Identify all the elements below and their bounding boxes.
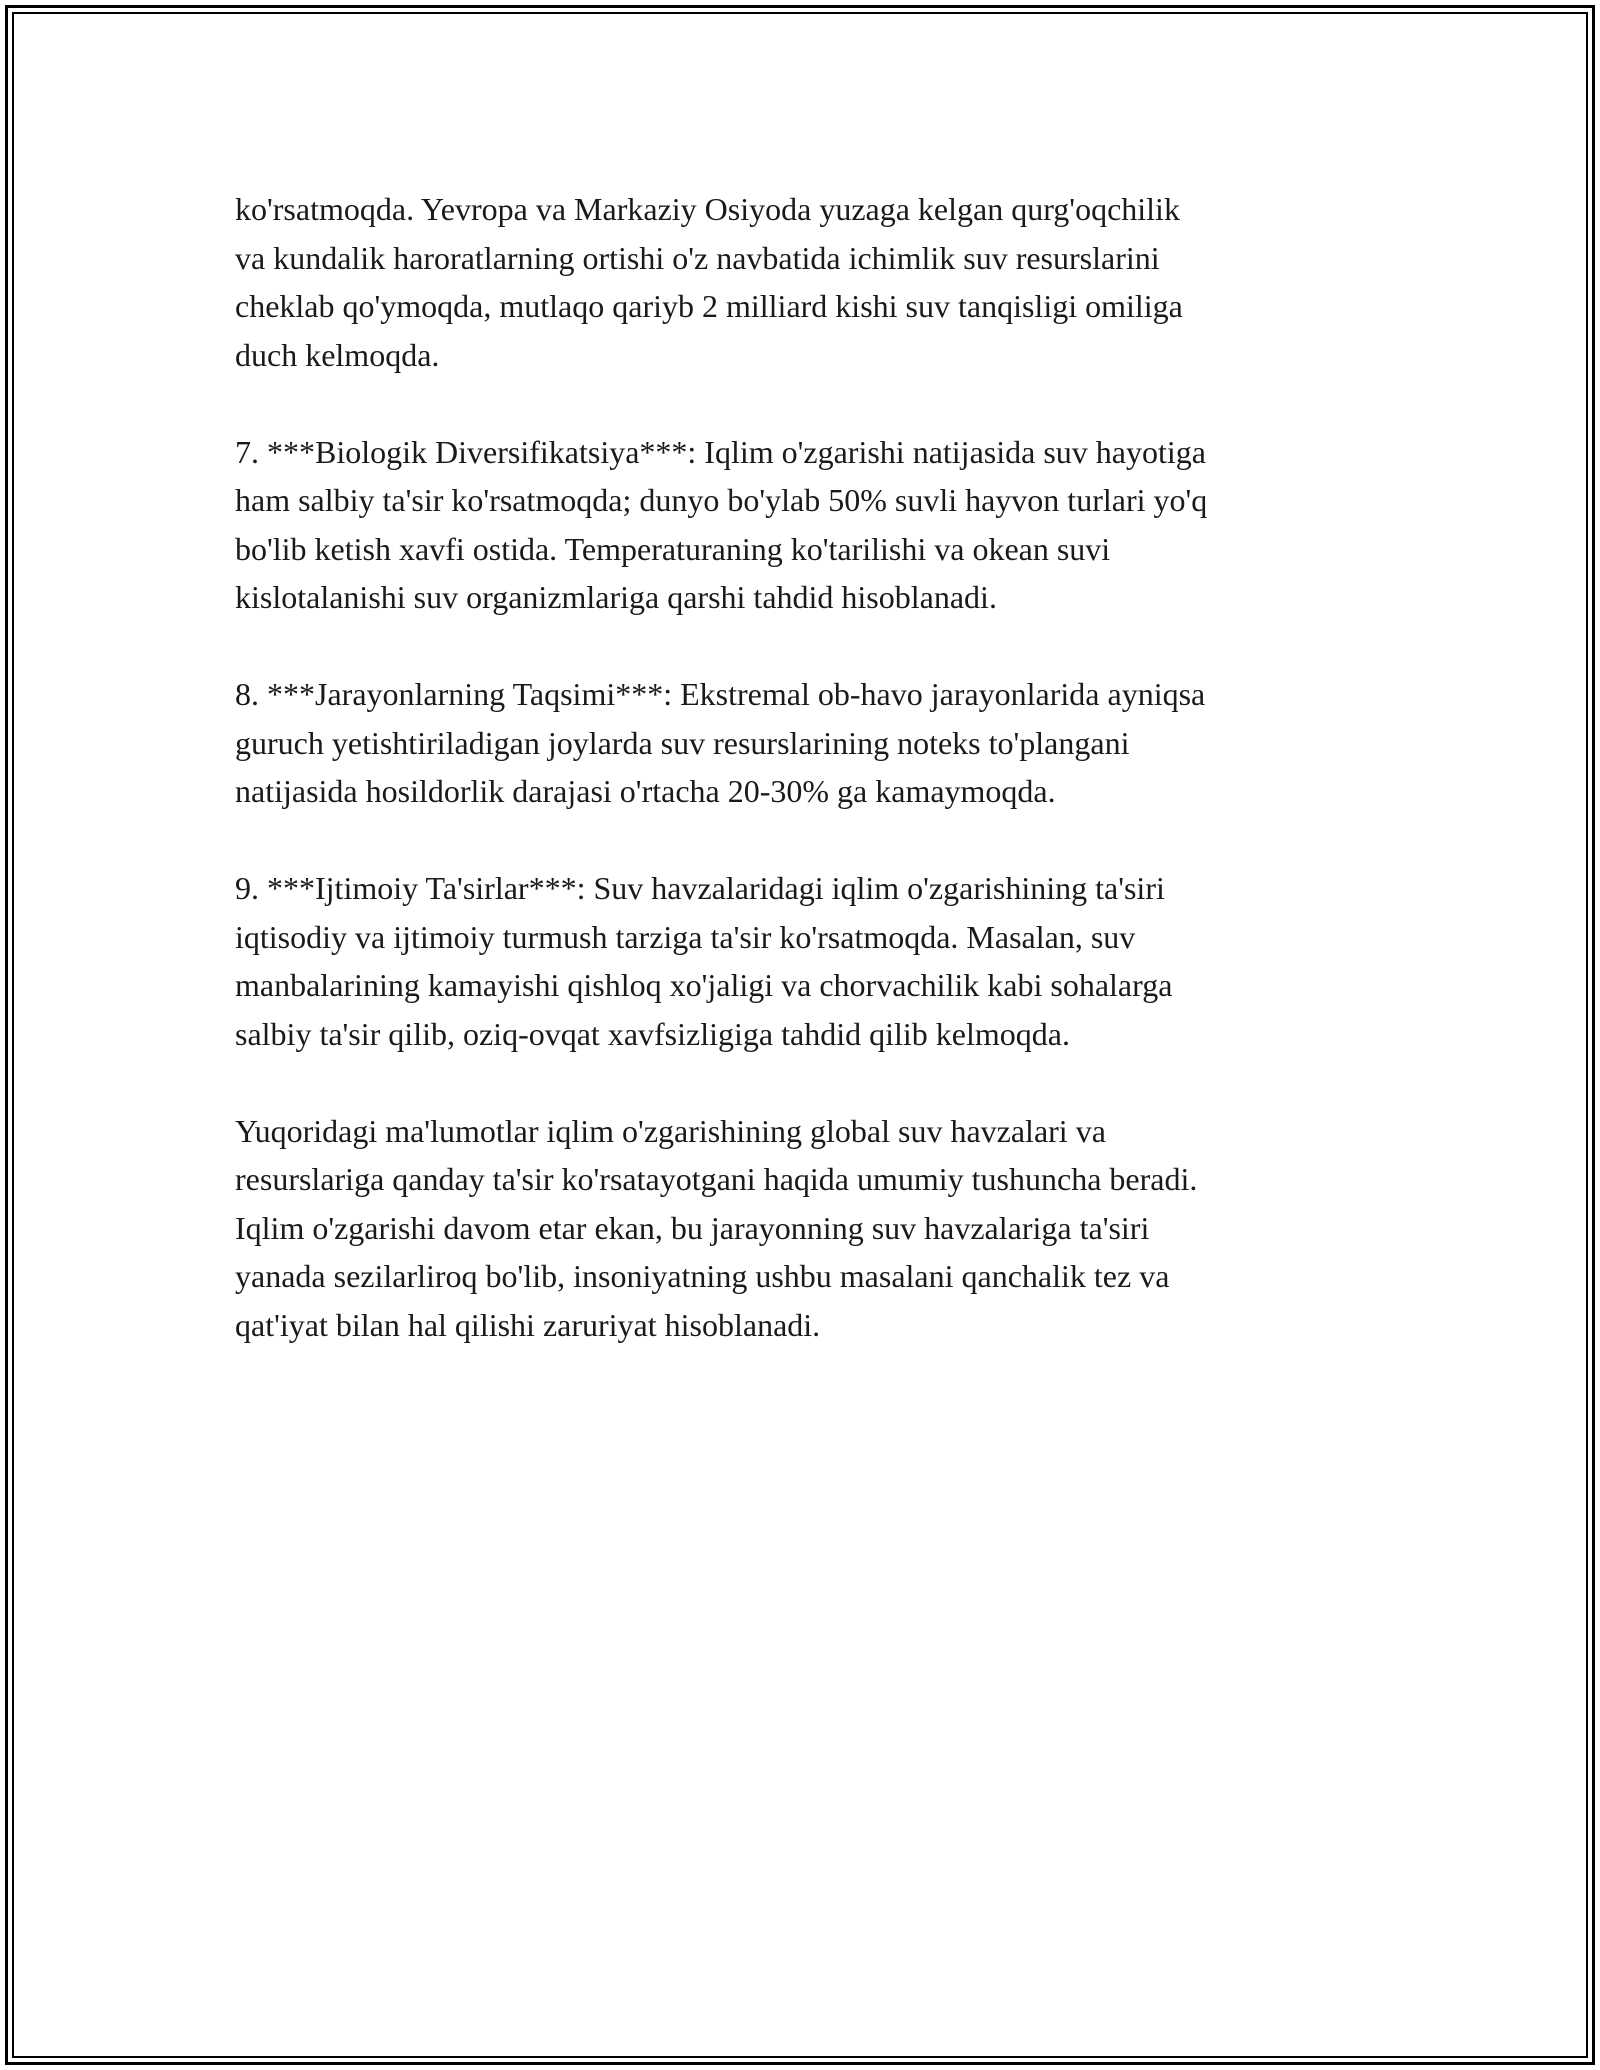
text-line: natijasida hosildorlik darajasi o'rtacha 20-30% ga kamaymoqda. [235, 773, 1056, 809]
text-line: iqtisodiy va ijtimoiy turmush tarziga ta'sir ko'rsatmoqda. Masalan, suv [235, 918, 1136, 955]
text-line: salbiy ta'sir qilib, oziq-ovqat xavfsizligiga tahdid qilib kelmoqda. [235, 1015, 1070, 1052]
text-line: ham salbiy ta'sir ko'rsatmoqda; dunyo bo'ylab 50% suvli hayvon turlari yo'q [235, 482, 1208, 518]
text-line: resurslariga qanday ta'sir ko'rsatayotgani haqida umumiy tushuncha beradi. [235, 1161, 1198, 1197]
text-line: qat'iyat bilan hal qilishi zaruriyat hisoblanadi. [235, 1306, 821, 1343]
text-line: cheklab qo'ymoqda, mutlaqo qariyb 2 milliard kishi suv tanqisligi omiliga [235, 288, 1183, 324]
text-line: guruch yetishtiriladigan joylarda suv resurslarining noteks to'plangani [235, 724, 1130, 761]
paragraph-item-9 [235, 864, 1365, 1058]
text-line: kislotalanishi suv organizmlariga qarshi tahdid hisoblanadi. [235, 579, 997, 615]
text-line: 7. ***Biologik Diversifikatsiya***: Iqlim o'zgarishi natijasida suv hayotiga [235, 433, 1206, 470]
text-line: va kundalik haroratlarning ortishi o'z navbatida ichimlik suv resurslarini [235, 239, 1160, 276]
paragraph-item-7 [235, 428, 1365, 622]
text-line: 8. ***Jarayonlarning Taqsimi***: Ekstremal ob-havo jarayonlarida ayniqsa [235, 676, 1206, 712]
text-line: manbalarining kamayishi qishloq xo'jaligi va chorvachilik kabi sohalarga [235, 967, 1173, 1003]
text-line: duch kelmoqda. [235, 336, 440, 373]
paragraph-conclusion [235, 1107, 1365, 1350]
text-line: ko'rsatmoqda. Yevropa va Markaziy Osiyoda yuzaga kelgan qurg'oqchilik [235, 191, 1180, 227]
text-line: bo'lib ketish xavfi ostida. Temperaturaning ko'tarilishi va okean suvi [235, 530, 1111, 567]
text-line: 9. ***Ijtimoiy Ta'sirlar***: Suv havzalaridagi iqlim o'zgarishining ta'siri [235, 870, 1165, 906]
paragraph-item-8 [235, 670, 1365, 816]
paragraph-intro-continuation [235, 185, 1365, 379]
document-body [235, 185, 1365, 1398]
text-line: Yuqoridagi ma'lumotlar iqlim o'zgarishining global suv havzalari va [235, 1112, 1106, 1149]
text-line: yanada sezilarliroq bo'lib, insoniyatning ushbu masalani qanchalik tez va [235, 1258, 1170, 1294]
text-line: Iqlim o'zgarishi davom etar ekan, bu jarayonning suv havzalariga ta'siri [235, 1209, 1150, 1246]
